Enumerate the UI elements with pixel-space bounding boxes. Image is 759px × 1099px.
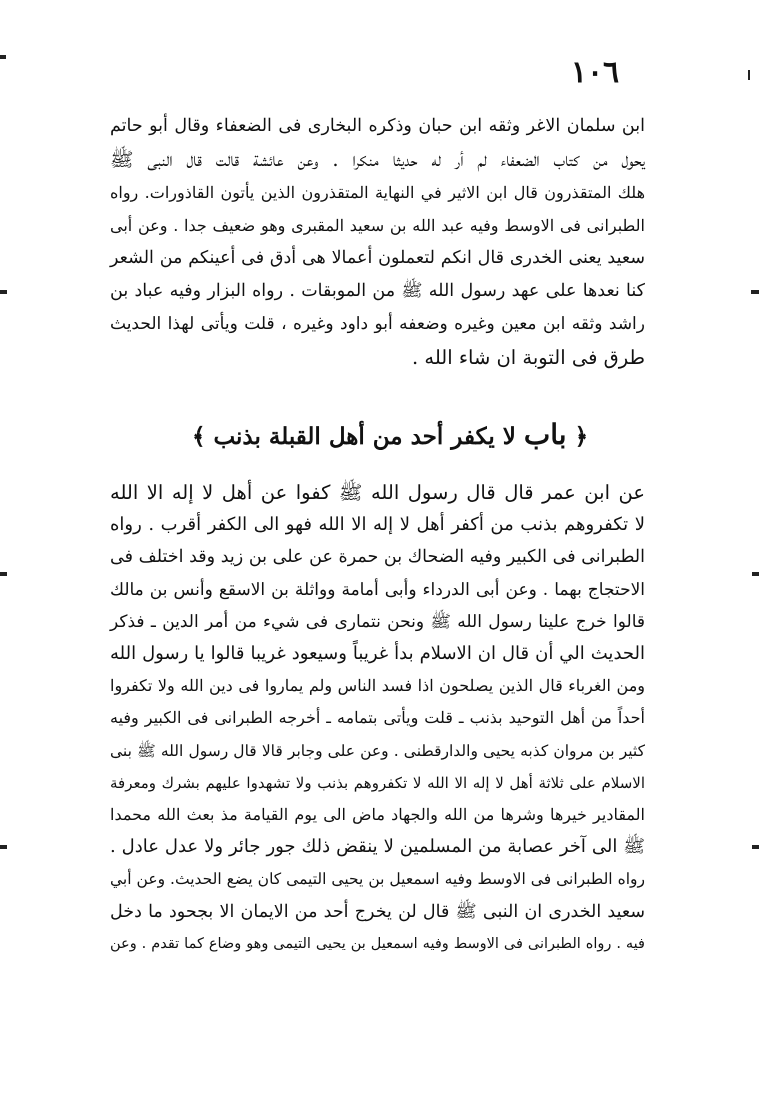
text-line: ومن الغرباء قال الذين يصلحون اذا فسد الناس ولم يماروا فى دين الله ولا تكفروا <box>110 676 645 696</box>
text-line: راشد وثقه ابن معين وغيره وضعفه أبو داود وغيره ، قلت ويأتى لهذا الحديث <box>110 314 645 334</box>
scan-edge-mark <box>0 290 7 294</box>
text-line: الاحتجاج بهما . وعن أبى الدرداء وأبى أمامة وواثلة بن الاسقع وأنس بن مالك <box>110 579 645 600</box>
text-line: أحداً من أهل التوحيد بذنب ـ قلت ويأتى بتمامه ـ أخرجه الطبرانى فى الكبير وفيه <box>110 708 646 728</box>
text-line: قالوا خرج علينا رسول الله ﷺ ونحن نتمارى فى شيء من أمر الدين ـ فذكر <box>110 611 645 632</box>
text-line: ﷺ الى آخر عصابة من المسلمين لا ينقض ذلك جور جائر ولا عدل عادل . <box>110 836 645 858</box>
text-line: هلك المتقذرون قال ابن الاثير في النهاية المتقذرون الذين يأتون القاذورات. رواه <box>110 183 645 202</box>
text-line: ابن سلمان الاغر وثقه ابن حبان وذكره البخارى فى الضعفاء وقال أبو حاتم <box>110 116 645 136</box>
heading-close-bracket: ﴾ <box>191 423 206 450</box>
scan-edge-mark <box>0 845 7 849</box>
text-line: كنا نعدها على عهد رسول الله ﷺ من الموبقات . رواه البزار وفيه عباد بن <box>110 281 645 301</box>
text-line: طرق فى التوبة ان شاء الله . <box>411 346 645 369</box>
text-line: كثير بن مروان كذبه يحيى والدارقطنى . وعن على وجابر قالا قال رسول الله ﷺ بنى <box>110 741 645 760</box>
scan-edge-mark <box>751 290 759 294</box>
scan-edge-mark <box>752 572 759 576</box>
text-line: الحديث الي أن قال ان الاسلام بدأ غريباً وسيعود غريبا قالوا يا رسول الله <box>110 643 645 665</box>
text-line: لا تكفروهم بذنب من أكفر أهل لا إله الا الله فهو الى الكفر أقرب . رواه <box>110 514 645 536</box>
paragraph-top <box>110 110 645 374</box>
text-line: سعيد الخدرى ان النبى ﷺ قال لن يخرج أحد من الايمان الا بجحود ما دخل <box>110 901 645 922</box>
heading-title: لا يكفر أحد من أهل القبلة بذنب <box>213 423 516 450</box>
text-line: رواه الطبرانى فى الاوسط وفيه اسمعيل بن يحيى التيمى كان يضع الحديث. وعن أبي <box>110 870 645 889</box>
scan-edge-mark <box>0 55 6 59</box>
chapter-heading <box>180 418 600 451</box>
text-line: الطبرانى فى الاوسط وفيه عبد الله بن سعيد المقبرى وهو ضعيف جدا . وعن أبى <box>110 216 645 235</box>
heading-bab: باب <box>523 418 567 451</box>
scan-edge-mark <box>748 70 750 80</box>
text-line: المقادير خيرها وشرها من الله والجهاد ماض الى يوم القيامة مذ بعث الله محمدا <box>110 805 646 825</box>
text-line: يحول من كتاب الضعفاء لم أر له حديثا منكرا . وعن عائشة قالت قال النبى ﷺ <box>110 148 645 171</box>
text-line: عن ابن عمر قال قال رسول الله ﷺ كفوا عن أهل لا إله الا الله <box>110 481 645 504</box>
scan-edge-mark <box>752 845 759 849</box>
heading-open-bracket: ﴿ <box>574 423 589 450</box>
text-line: فيه . رواه الطبرانى فى الاوسط وفيه اسمعيل بن يحيى التيمى وهو وضاع كما تقدم . وعن <box>110 935 645 952</box>
text-line: الطبرانى فى الكبير وفيه الضحاك بن حمرة عن على بن زيد وقد اختلف فى <box>110 547 645 568</box>
text-line: الاسلام على ثلاثة أهل لا إله الا الله لا تكفروهم بذنب ولا تشهدوا عليهم بشرك ومعرفة <box>110 773 645 792</box>
paragraph-main <box>110 477 645 960</box>
scan-edge-mark <box>0 572 7 576</box>
text-line: سعيد يعنى الخدرى قال انكم لتعملون أعمالا هى أدق فى أعينكم من الشعر <box>110 248 645 268</box>
page-number: ١٠٦ <box>570 55 620 90</box>
